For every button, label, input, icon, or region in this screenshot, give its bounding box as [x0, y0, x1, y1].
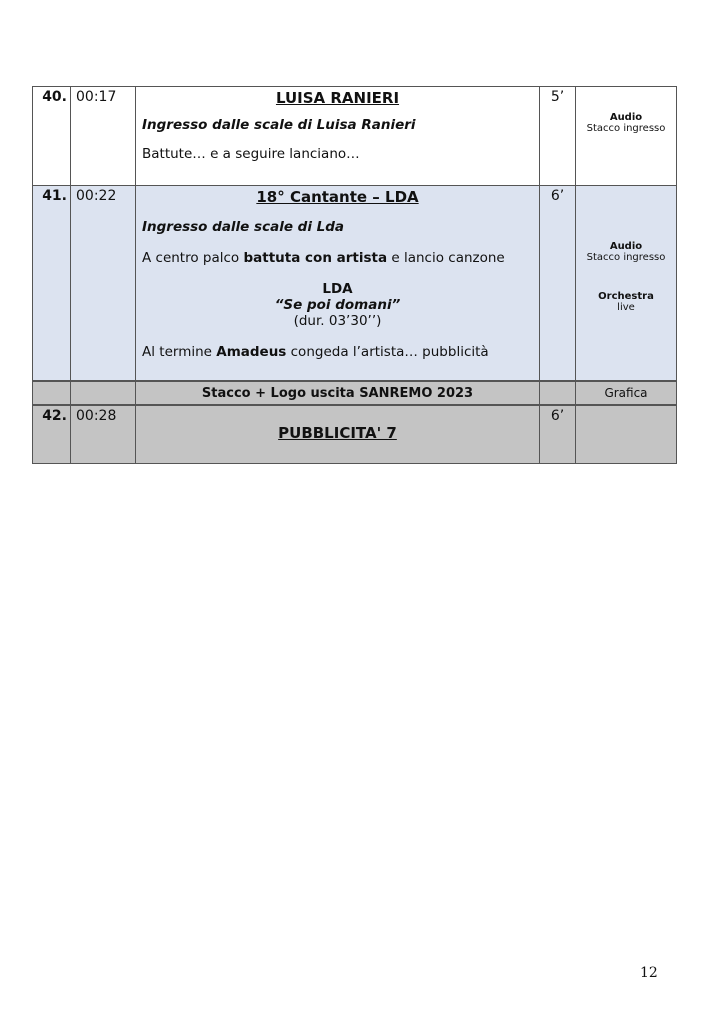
rundown-row-41	[32, 185, 677, 381]
closing-text: Al termine Amadeus congeda l’artista… pubblicità	[142, 344, 489, 360]
entrance-text: Ingresso dalle scale di Luisa Ranieri	[142, 117, 416, 133]
empty-cell	[33, 382, 71, 405]
row-time: 00:22	[71, 186, 136, 381]
note-orchestra-sub: live	[617, 302, 635, 313]
song-title: “Se poi domani”	[274, 297, 401, 313]
row-duration: 6’	[540, 186, 576, 381]
row-body	[136, 87, 540, 186]
action-text: Battute… e a seguire lanciano…	[142, 146, 360, 162]
artist-name: LDA	[322, 281, 353, 297]
row-notes	[576, 87, 677, 186]
note-audio-sub: Stacco ingresso	[586, 252, 666, 263]
row-number: 41.	[33, 186, 71, 381]
row-body	[136, 186, 540, 381]
row-duration: 6’	[540, 406, 576, 464]
note-audio-head: Audio	[609, 241, 643, 252]
row-duration: 5’	[540, 87, 576, 186]
empty-cell	[540, 382, 576, 405]
note-audio-head: Audio	[609, 112, 643, 123]
row-number: 42.	[33, 406, 71, 464]
segment-title: LUISA RANIERI	[275, 89, 400, 107]
entrance-text: Ingresso dalle scale di Lda	[142, 219, 345, 235]
stacco-row	[32, 381, 677, 405]
rundown-row-40	[32, 86, 677, 186]
action-text: A centro palco battuta con artista e lancio canzone	[142, 250, 505, 266]
segment-title: 18° Cantante – LDA	[256, 188, 419, 206]
row-notes	[576, 186, 677, 381]
row-time: 00:28	[71, 406, 136, 464]
stacco-notes: Grafica	[576, 382, 677, 405]
row-time: 00:17	[71, 87, 136, 186]
page-number: 12	[640, 965, 658, 981]
row-notes	[576, 406, 677, 464]
song-duration: (dur. 03’30’’)	[293, 313, 382, 329]
segment-title: PUBBLICITA' 7	[278, 424, 397, 442]
note-orchestra-head: Orchestra	[598, 291, 654, 302]
row-body	[136, 406, 540, 464]
stacco-label: Stacco + Logo uscita SANREMO 2023	[136, 382, 540, 405]
row-number: 40.	[33, 87, 71, 186]
note-audio-sub: Stacco ingresso	[586, 123, 666, 134]
empty-cell	[71, 382, 136, 405]
rundown-row-42	[32, 405, 677, 464]
